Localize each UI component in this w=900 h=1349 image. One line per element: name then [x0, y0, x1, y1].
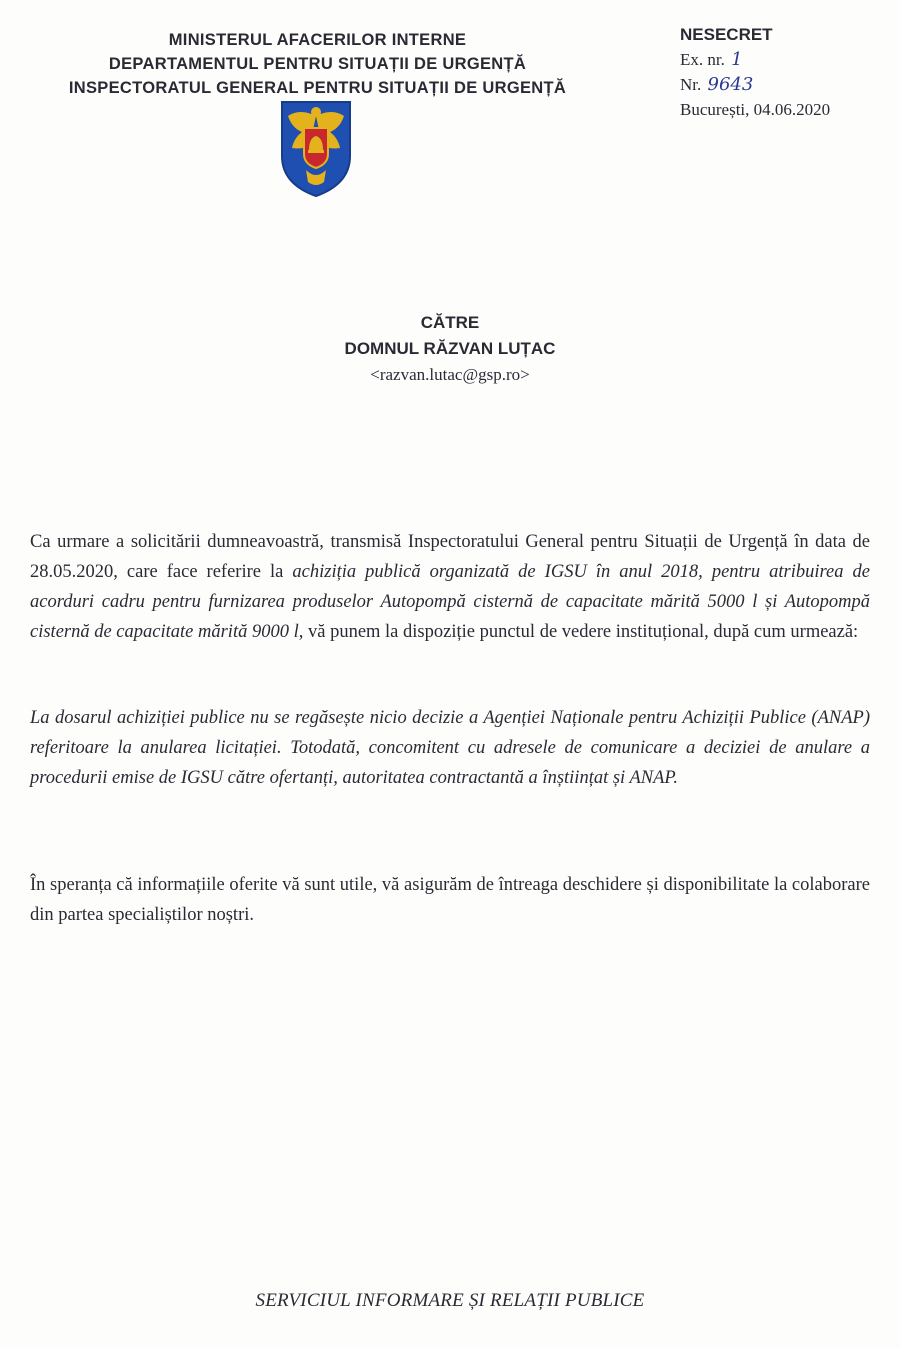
issuer-header — [30, 28, 605, 100]
paragraph-request-subject: achiziția publică organizată de IGSU în anul 2018, pentru atribuirea de acorduri cadru pentru furnizarea produselor Autopompă cisternă de capacitate mărită 5000 l și Autopompă cisternă de capacitate mărită 9000 l — [30, 562, 870, 642]
paragraph-request-part1: Ca urmare a solicitării dumneavoastră, transmisă Inspectoratului General pentru Situații de Urgență în data de 28.05.2020, care face referire la — [30, 532, 870, 582]
classification-label: NESECRET — [680, 25, 773, 44]
recipient-to: CĂTRE — [420, 313, 480, 332]
document-info — [680, 22, 890, 122]
exemplar-label: Ex. nr. — [680, 50, 725, 69]
paragraph-closing: În speranța că informațiile oferite vă sunt utile, vă asigurăm de întreaga deschidere și disponibilitate la colaborare din partea specialiștilor noștri. — [30, 875, 870, 925]
recipient-name: DOMNUL RĂZVAN LUȚAC — [344, 339, 556, 358]
exemplar-number — [680, 47, 890, 72]
registration-number — [680, 72, 890, 97]
registration-label: Nr. — [680, 75, 702, 94]
paragraph-response: La dosarul achiziției publice nu se regăsește nicio decizie a Agenției Naționale pentru Achiziții Publice (ANAP) referitoare la anularea licitației. Totodată, concomitent cu adresele de comunicare a deciziei de anulare a procedurii emise de IGSU către ofertanți, autoritatea contractantă a înștiințat și ANAP. — [30, 708, 870, 788]
recipient-block — [0, 310, 900, 388]
paragraph-request-part2: , vă punem la dispoziție punctul de vedere instituțional, după cum urmează: — [298, 622, 859, 642]
recipient-email: <razvan.lutac@gsp.ro> — [370, 365, 530, 384]
place-date: București, 04.06.2020 — [680, 100, 831, 119]
paragraph-request — [30, 527, 870, 647]
department-name: DEPARTAMENTUL PENTRU SITUAȚII DE URGENȚĂ — [108, 55, 527, 73]
ministry-name: MINISTERUL AFACERILOR INTERNE — [168, 31, 467, 49]
exemplar-value: 1 — [731, 49, 743, 70]
registration-value: 9643 — [707, 74, 754, 95]
inspectorate-name: INSPECTORATUL GENERAL PENTRU SITUAȚII DE URGENȚĂ — [68, 79, 567, 97]
footer-service: SERVICIUL INFORMARE ȘI RELAȚII PUBLICE — [255, 1290, 645, 1311]
igsu-emblem-icon — [278, 98, 354, 198]
